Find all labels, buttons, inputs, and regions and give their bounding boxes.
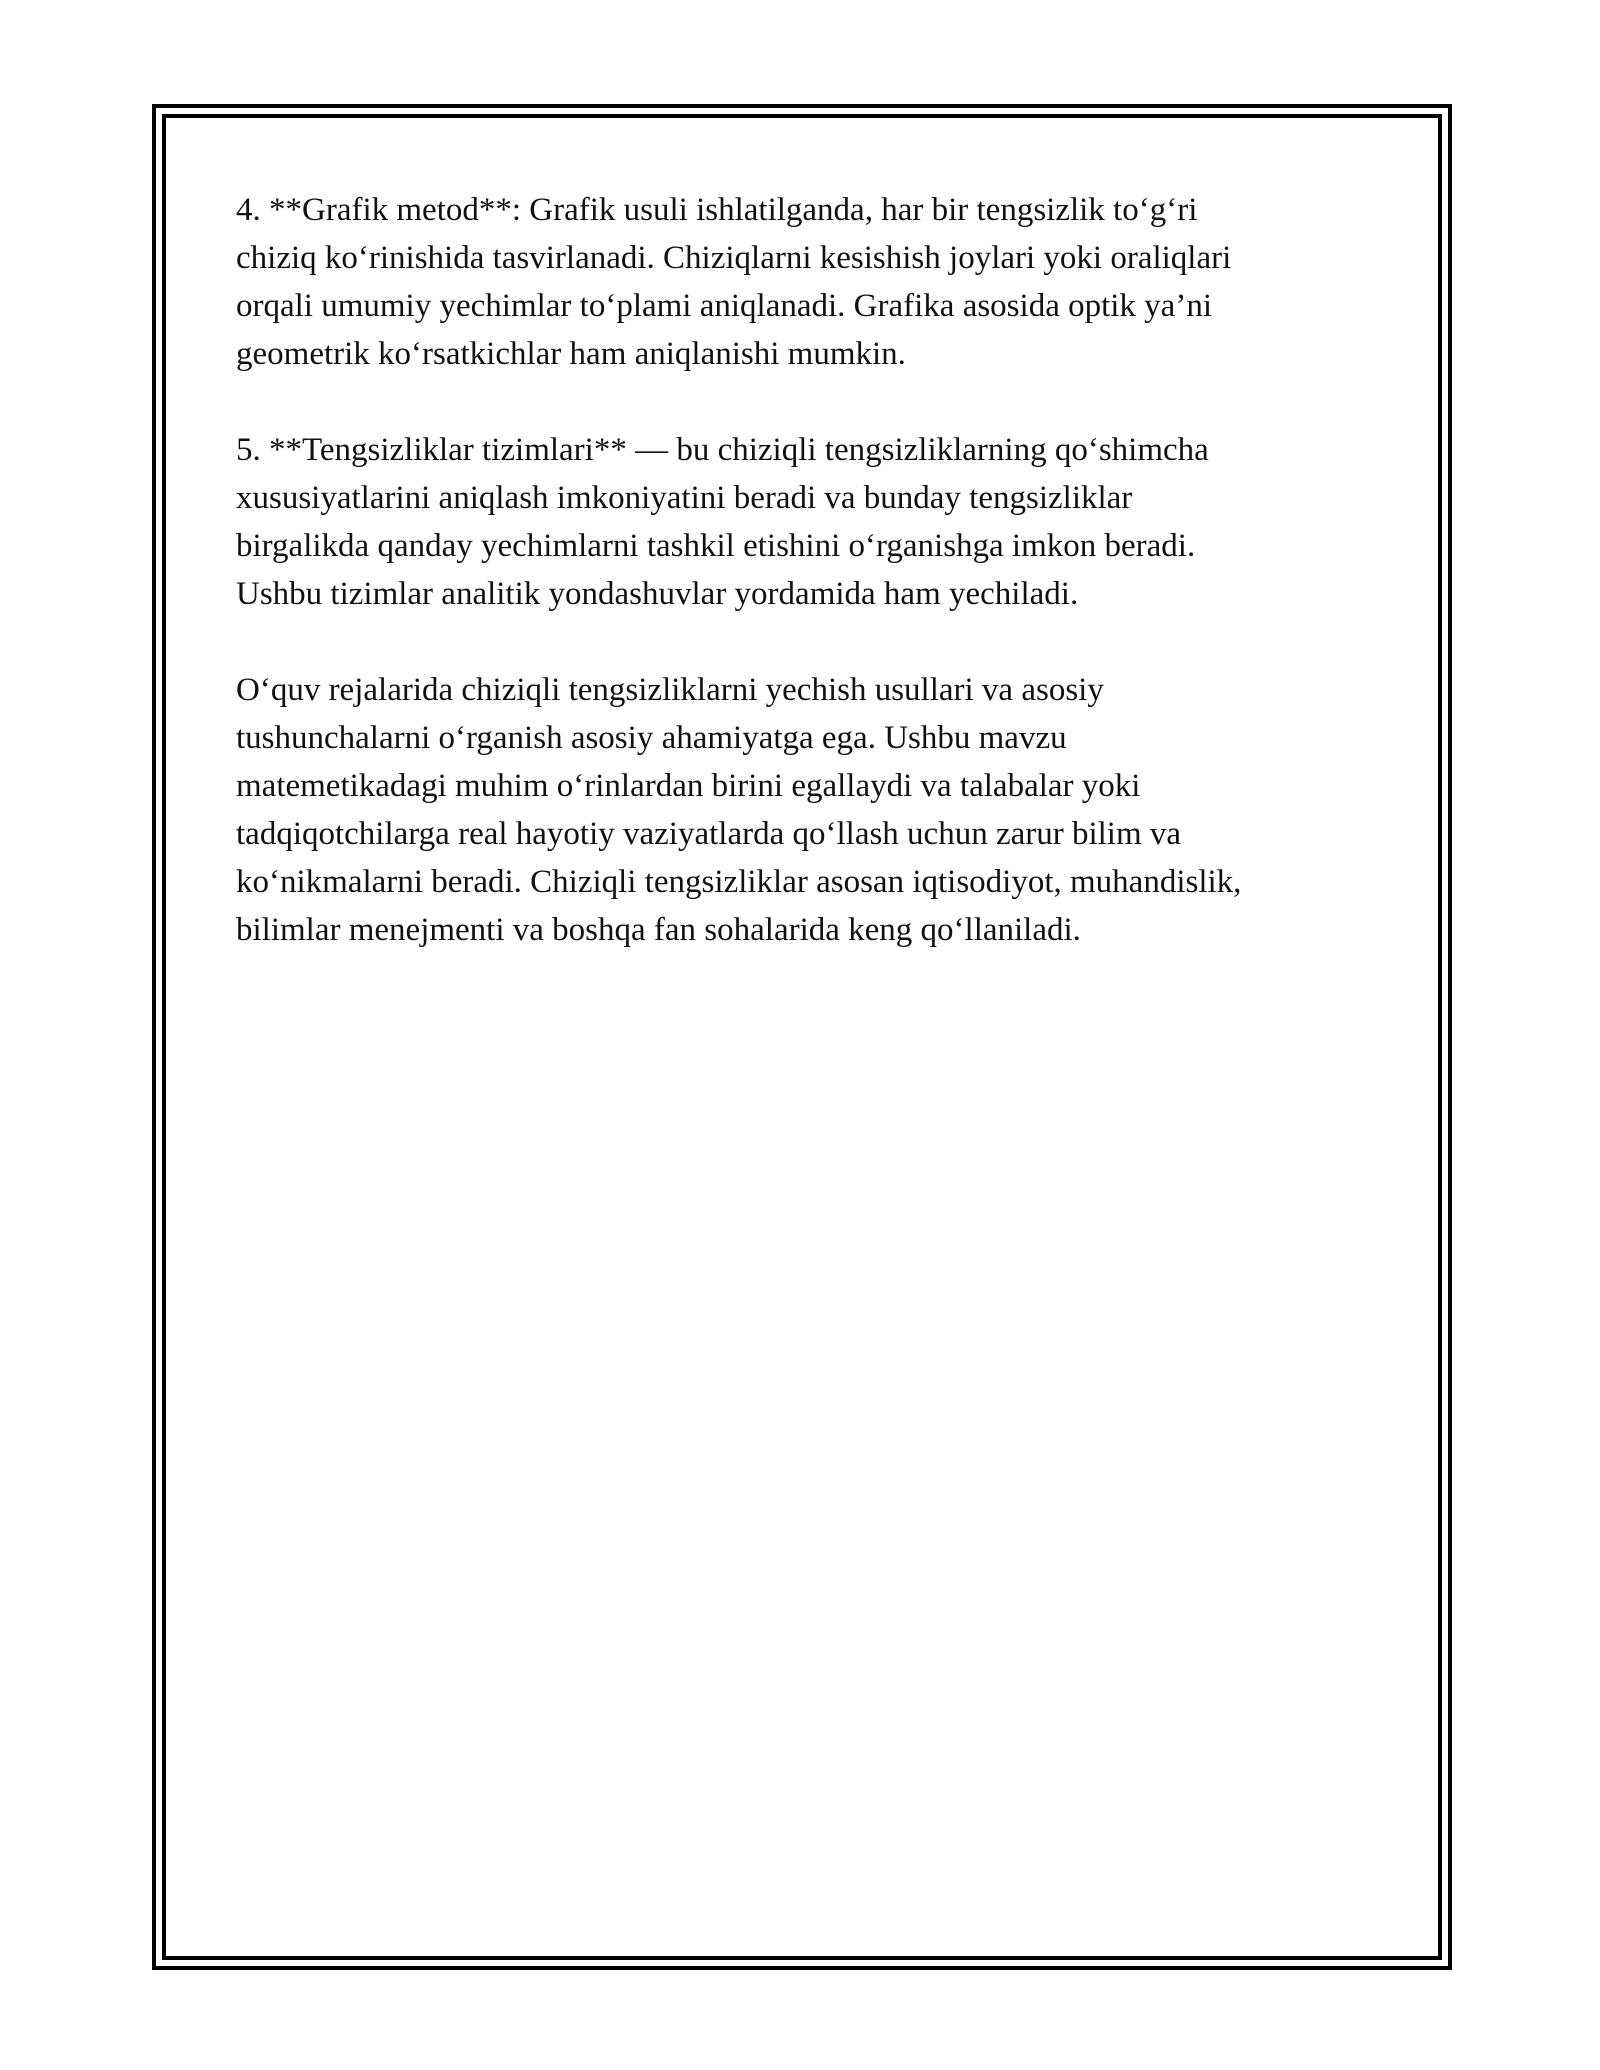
document-body xyxy=(236,186,1366,1002)
paragraph-oquv-rejalarida: O‘quv rejalarida chiziqli tengsizliklarni yechish usullari va asosiy tushunchalarni o‘rganish asosiy ahamiyatga ega. Ushbu mavzu matemetikadagi muhim o‘rinlardan birini egallaydi va talabalar yoki tadqiqotchilarga real hayotiy vaziyatlarda qo‘llash uchun zarur bilim va ko‘nikmalarni beradi. Chiziqli tengsizliklar asosan iqtisodiyot, muhandislik, bilimlar menejmenti va boshqa fan sohalarida keng qo‘llaniladi. xyxy=(236,672,1242,948)
paragraph-grafik-metod: 4. **Grafik metod**: Grafik usuli ishlatilganda, har bir tengsizlik to‘g‘ri chiziq ko‘rinishida tasvirlanadi. Chiziqlarni kesishish joylari yoki oraliqlari orqali umumiy yechimlar to‘plami aniqlanadi. Grafika asosida optik ya’ni geometrik ko‘rsatkichlar ham aniqlanishi mumkin. xyxy=(236,192,1232,372)
paragraph-tengsizliklar-tizimlari: 5. **Tengsizliklar tizimlari** — bu chiziqli tengsizliklarning qo‘shimcha xususiyatlarini aniqlash imkoniyatini beradi va bunday tengsizliklar birgalikda qanday yechimlarni tashkil etishini o‘rganishga imkon beradi. Ushbu tizimlar analitik yondashuvlar yordamida ham yechiladi. xyxy=(236,432,1209,612)
